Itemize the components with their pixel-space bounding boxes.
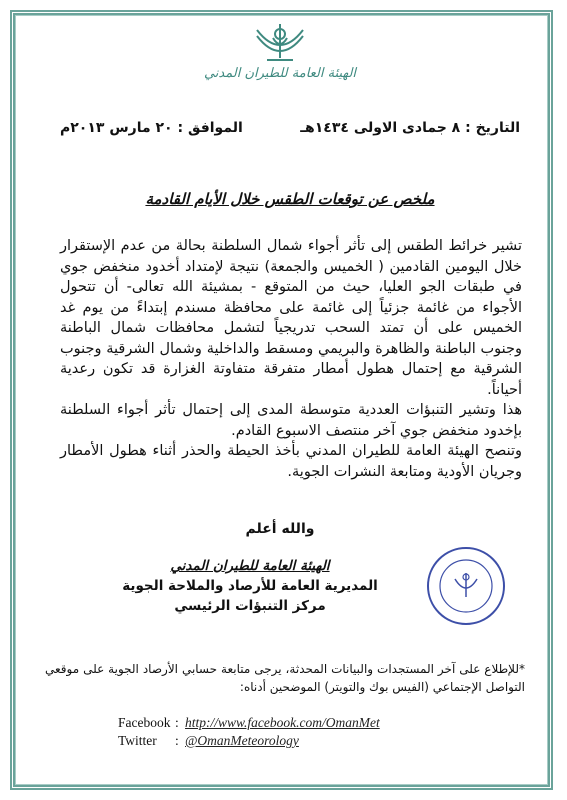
official-stamp-icon bbox=[425, 545, 507, 627]
footer-note: *للإطلاع على آخر المستجدات والبيانات المحدثة، يرجى متابعة حسابي الأرصاد الجوية على موقعي التواصل الإجتماعي (الفيس بوك والتويتر) الموضحين أدناه: bbox=[45, 662, 525, 694]
signature-line-1: الهيئة العامة للطيران المدني bbox=[170, 558, 330, 574]
paragraph-2: هذا وتشير التنبؤات العددية متوسطة المدى إلى إحتمال تأثر أجواء السلطنة بإخدود منخفض جوي آخر منتصف الاسبوع القادم. bbox=[60, 402, 522, 439]
signature-line-2: المديرية العامة للأرصاد والملاحة الجوية bbox=[122, 578, 378, 594]
twitter-label: Twitter bbox=[118, 733, 157, 748]
facebook-link[interactable]: http://www.facebook.com/OmanMet bbox=[185, 715, 380, 730]
date-line bbox=[60, 120, 520, 136]
document-title: ملخص عن توقعات الطقس خلال الأيام القادمة bbox=[145, 190, 435, 208]
twitter-link[interactable]: @OmanMeteorology bbox=[185, 733, 299, 748]
twitter-row bbox=[118, 732, 418, 750]
paragraph-1: تشير خرائط الطقس إلى تأثر أجواء شمال السلطنة بحالة من عدم الإستقرار خلال اليومين القادمين ( الخميس والجمعة) نتيجة لإمتداد أخدود منخفض جوي في طبقات الجو العليا، حيث من المتوقع - بمشيئة الله تعالى- أن تتحول الأجواء من غائمة جزئياً إلى غائمة على محافظة مسندم إبتداءً من يوم غد الخميس على أن تمتد السحب تدريجياً لتشمل محافظات شمال الباطنة وجنوب الباطنة والظاهرة والبريمي ومسقط والداخلية وشمال الشرقية وجنوب الشرقية مع إحتمال هطول أمطار متفرقة متفاوتة الغزارة قد تكون رعدية أحياناً. bbox=[60, 238, 522, 398]
signature-block bbox=[120, 556, 380, 616]
date-gregorian: الموافق : ٢٠ مارس ٢٠١٣م bbox=[60, 120, 243, 136]
twitter-separator: : bbox=[175, 733, 179, 748]
oman-emblem-icon bbox=[245, 20, 315, 68]
facebook-label: Facebook bbox=[118, 715, 171, 730]
signature-line-3: مركز التنبؤات الرئيسي bbox=[174, 598, 326, 614]
social-links bbox=[118, 714, 418, 750]
org-name-arabic: الهيئة العامة للطيران المدني bbox=[203, 66, 357, 81]
facebook-row bbox=[118, 714, 418, 732]
document-body bbox=[60, 236, 522, 482]
facebook-separator: : bbox=[175, 715, 179, 730]
closing-phrase: والله أعلم bbox=[245, 521, 315, 537]
paragraph-3: وتنصح الهيئة العامة للطيران المدني بأخذ الحيطة والحذر أثناء هطول الأمطار وجريان الأودية ومتابعة النشرات الجوية. bbox=[60, 443, 522, 480]
date-hijri: التاريخ : ٨ جمادى الاولى ١٤٣٤هـ bbox=[300, 120, 520, 136]
